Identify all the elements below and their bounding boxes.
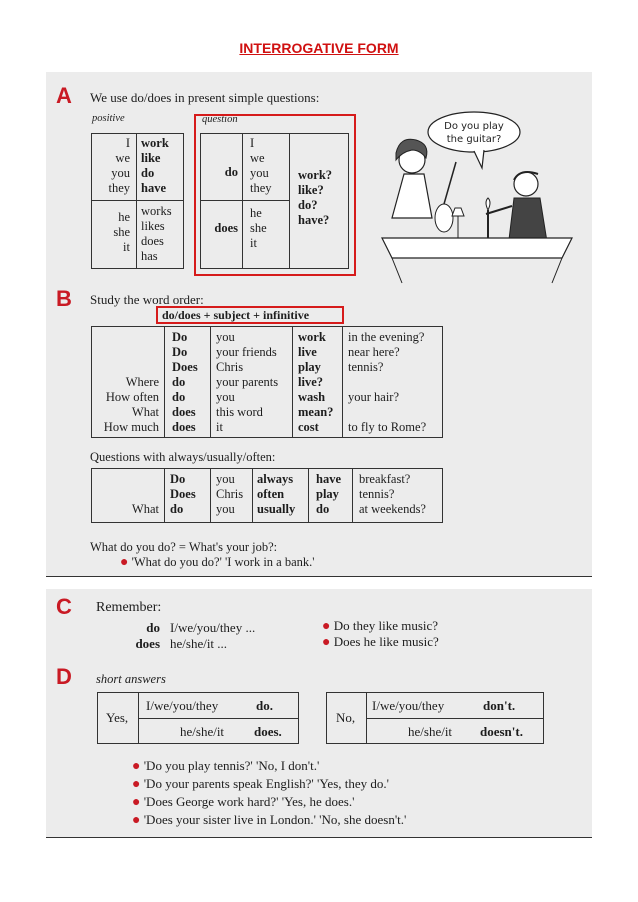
short-answers-label: short answers (96, 672, 166, 686)
job-example-text: 'What do you do?' 'I work in a bank.' (131, 555, 315, 569)
c-example-1-text: Do they like music? (333, 618, 439, 633)
restaurant-illustration (362, 98, 592, 288)
no-row1-aux: don't. (483, 698, 516, 713)
bullet-icon: ● (132, 795, 141, 810)
no-row2-subject: he/she/it (408, 724, 453, 739)
page-title: INTERROGATIVE FORM (239, 40, 399, 56)
adv-subject-column: you Chris you (216, 472, 244, 516)
c-row1-aux: do (146, 620, 160, 635)
d-example-1-text: 'Do you play tennis?' 'No, I don't.' (143, 758, 320, 773)
wo-col-2 (210, 326, 211, 438)
section-a-intro: We use do/does in present simple questions: (90, 90, 320, 105)
yes-table-rowline (138, 718, 299, 719)
positive-verbs-2: works likes does has (141, 204, 172, 263)
c-example-2-text: Does he like music? (333, 634, 439, 649)
question-subjects-1: I we you they (250, 136, 272, 195)
section-c-letter: C (56, 594, 72, 619)
positive-table-rowline (91, 200, 184, 201)
yes-row1-subject: I/we/you/they (146, 698, 219, 713)
question-table-divider-2 (289, 133, 290, 269)
positive-subjects-2: he she it (113, 210, 130, 254)
adverbs-intro: Questions with always/usually/often: (90, 450, 276, 464)
section-b-intro: Study the word order: (90, 292, 204, 307)
adv-col-2 (210, 468, 211, 523)
yes-label: Yes, (106, 710, 129, 725)
panel-bottom-rule (46, 837, 592, 838)
bullet-icon: ● (132, 759, 141, 774)
c-example-2 (322, 634, 439, 651)
adv-wh-column: What (131, 502, 159, 516)
question-table-divider-1 (242, 133, 243, 269)
c-row2-aux: does (135, 636, 160, 651)
speech-bubble-line1: Do you play (444, 121, 504, 132)
d-example-2-text: 'Do your parents speak English?' 'Yes, they do.' (143, 776, 389, 791)
adv-col-3 (252, 468, 253, 523)
yes-row2-subject: he/she/it (180, 724, 225, 739)
wo-col-3 (292, 326, 293, 438)
c-row2-subject: he/she/it ... (170, 636, 228, 651)
bullet-icon: ● (322, 619, 331, 634)
d-example-3 (132, 794, 354, 811)
speech-bubble-line2: the guitar? (446, 134, 502, 145)
no-row2-aux: doesn't. (480, 724, 523, 739)
question-verbs: work? like? do? have? (298, 168, 333, 227)
d-example-4-text: 'Does your sister live in London.' 'No, she doesn't.' (143, 812, 407, 827)
wo-rest-column: in the evening? near here? tennis? your hair? to fly to Rome? (348, 330, 427, 434)
adv-rest-column: breakfast? tennis? at weekends? (359, 472, 426, 516)
job-note: What do you do? = What's your job?: (90, 540, 278, 554)
bullet-icon: ● (132, 777, 141, 792)
question-subjects-2: he she it (250, 206, 267, 250)
c-row1-subject: I/we/you/they ... (170, 620, 256, 635)
adv-adverb-column: always often usually (257, 472, 296, 516)
question-table-rowline (200, 200, 289, 201)
no-table-rowline (366, 718, 544, 719)
d-example-3-text: 'Does George work hard?' 'Yes, he does.' (143, 794, 355, 809)
adv-col-5 (352, 468, 353, 523)
job-example (120, 555, 315, 571)
bullet-icon: ● (322, 635, 331, 650)
positive-verbs-1: work like do have (141, 136, 169, 195)
adv-col-4 (308, 468, 309, 523)
wo-col-1 (164, 326, 165, 438)
question-aux-does: does (214, 221, 238, 235)
question-aux-do: do (224, 165, 238, 179)
no-row1-subject: I/we/you/they (372, 698, 445, 713)
adv-verb-column: have play do (316, 472, 341, 516)
d-example-4 (132, 812, 406, 829)
wo-verb-column: work live play live? wash mean? cost (298, 330, 334, 434)
positive-subjects-1: I we you they (108, 136, 130, 195)
section-d-letter: D (56, 664, 72, 689)
adv-aux-column: Do Does do (170, 472, 196, 516)
positive-table-divider (136, 133, 137, 269)
bullet-icon: ● (120, 555, 129, 570)
section-b-letter: B (56, 286, 72, 311)
couple-dining-icon (362, 98, 592, 288)
wo-subject-column: you your friends Chris your parents you this word it (216, 330, 279, 434)
bullet-icon: ● (132, 813, 141, 828)
adv-col-1 (164, 468, 165, 523)
c-example-1 (322, 618, 438, 635)
wo-col-4 (342, 326, 343, 438)
question-label: question (202, 114, 238, 125)
yes-row2-aux: does. (254, 724, 282, 739)
d-example-1 (132, 758, 319, 775)
wo-aux-column: Do Do Does do do does does (172, 330, 198, 434)
section-a-letter: A (56, 83, 72, 108)
word-order-formula: do/does + subject + infinitive (162, 308, 310, 322)
panel-divider (46, 576, 592, 577)
yes-row1-aux: do. (256, 698, 273, 713)
positive-label: positive (92, 113, 125, 124)
d-example-2 (132, 776, 389, 793)
wo-wh-column: Where How often What How much (103, 375, 159, 434)
remember-label: Remember: (96, 600, 162, 615)
no-label: No, (336, 710, 356, 725)
